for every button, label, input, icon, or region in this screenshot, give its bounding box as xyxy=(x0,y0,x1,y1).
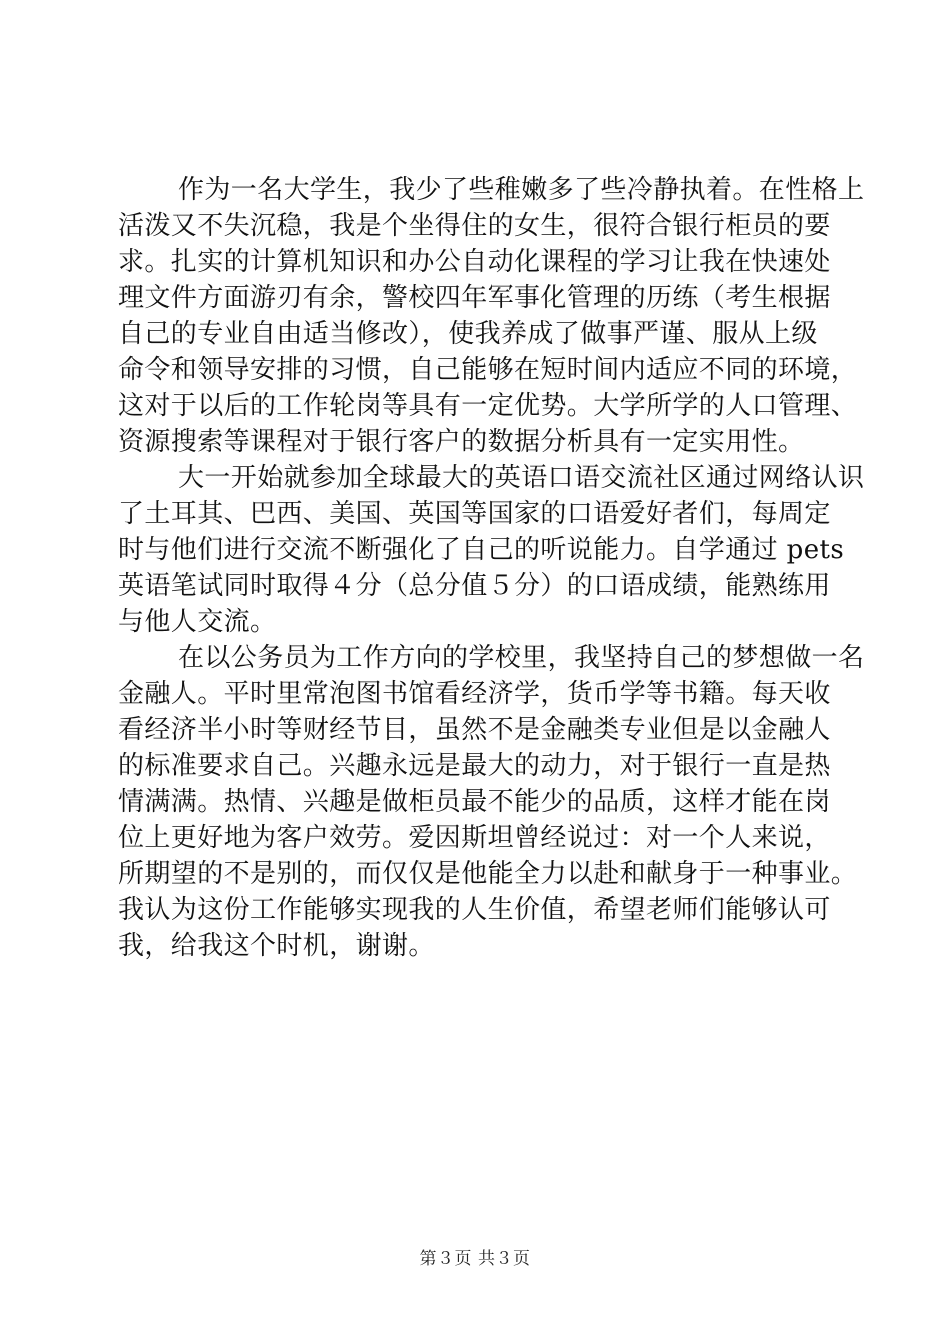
paragraph-2-line: 时与他们进行交流不断强化了自己的听说能力。自学通过 pets xyxy=(118,535,845,565)
paragraph-3-line: 在以公务员为工作方向的学校里，我坚持自己的梦想做一名 xyxy=(178,643,865,673)
document-body xyxy=(118,172,865,964)
paragraph-1-line: 求。扎实的计算机知识和办公自动化课程的学习让我在快速处 xyxy=(118,247,831,277)
paragraph-3-line: 所期望的不是别的，而仅仅是他能全力以赴和献身于一种事业。 xyxy=(118,859,858,889)
paragraph-3-line: 看经济半小时等财经节目，虽然不是金融类专业但是以金融人 xyxy=(118,715,831,745)
paragraph-1-line: 命令和领导安排的习惯，自己能够在短时间内适应不同的环境， xyxy=(118,355,858,385)
paragraph-1-line: 这对于以后的工作轮岗等具有一定优势。大学所学的人口管理、 xyxy=(118,391,858,421)
paragraph-3-line: 我，给我这个时机，谢谢。 xyxy=(118,931,435,961)
paragraph-1-line: 自己的专业自由适当修改），使我养成了做事严谨、服从上级 xyxy=(118,319,818,349)
paragraph-3-line: 金融人。平时里常泡图书馆看经济学，货币学等书籍。每天收 xyxy=(118,679,831,709)
page-number-footer: 第３页 共３页 xyxy=(419,1249,531,1269)
paragraph-1-line: 理文件方面游刃有余，警校四年军事化管理的历练（考生根据 xyxy=(118,283,831,313)
paragraph-2-line: 英语笔试同时取得４分（总分值５分）的口语成绩，能熟练用 xyxy=(118,571,831,601)
paragraph-2-line: 了土耳其、巴西、美国、英国等国家的口语爱好者们，每周定 xyxy=(118,499,831,529)
paragraph-1-line: 作为一名大学生，我少了些稚嫩多了些冷静执着。在性格上 xyxy=(178,175,865,205)
paragraph-3-line: 我认为这份工作能够实现我的人生价值，希望老师们能够认可 xyxy=(118,895,831,925)
paragraph-3-line: 位上更好地为客户效劳。爱因斯坦曾经说过：对一个人来说， xyxy=(118,823,831,853)
paragraph-1-line: 资源搜索等课程对于银行客户的数据分析具有一定实用性。 xyxy=(118,427,805,457)
paragraph-2-line: 大一开始就参加全球最大的英语口语交流社区通过网络认识 xyxy=(178,463,865,493)
paragraph-3-line: 的标准要求自己。兴趣永远是最大的动力，对于银行一直是热 xyxy=(118,751,831,781)
paragraph-3-line: 情满满。热情、兴趣是做柜员最不能少的品质，这样才能在岗 xyxy=(118,787,831,817)
paragraph-2-line: 与他人交流。 xyxy=(118,607,277,637)
paragraph-1-line: 活泼又不失沉稳，我是个坐得住的女生，很符合银行柜员的要 xyxy=(118,211,831,241)
